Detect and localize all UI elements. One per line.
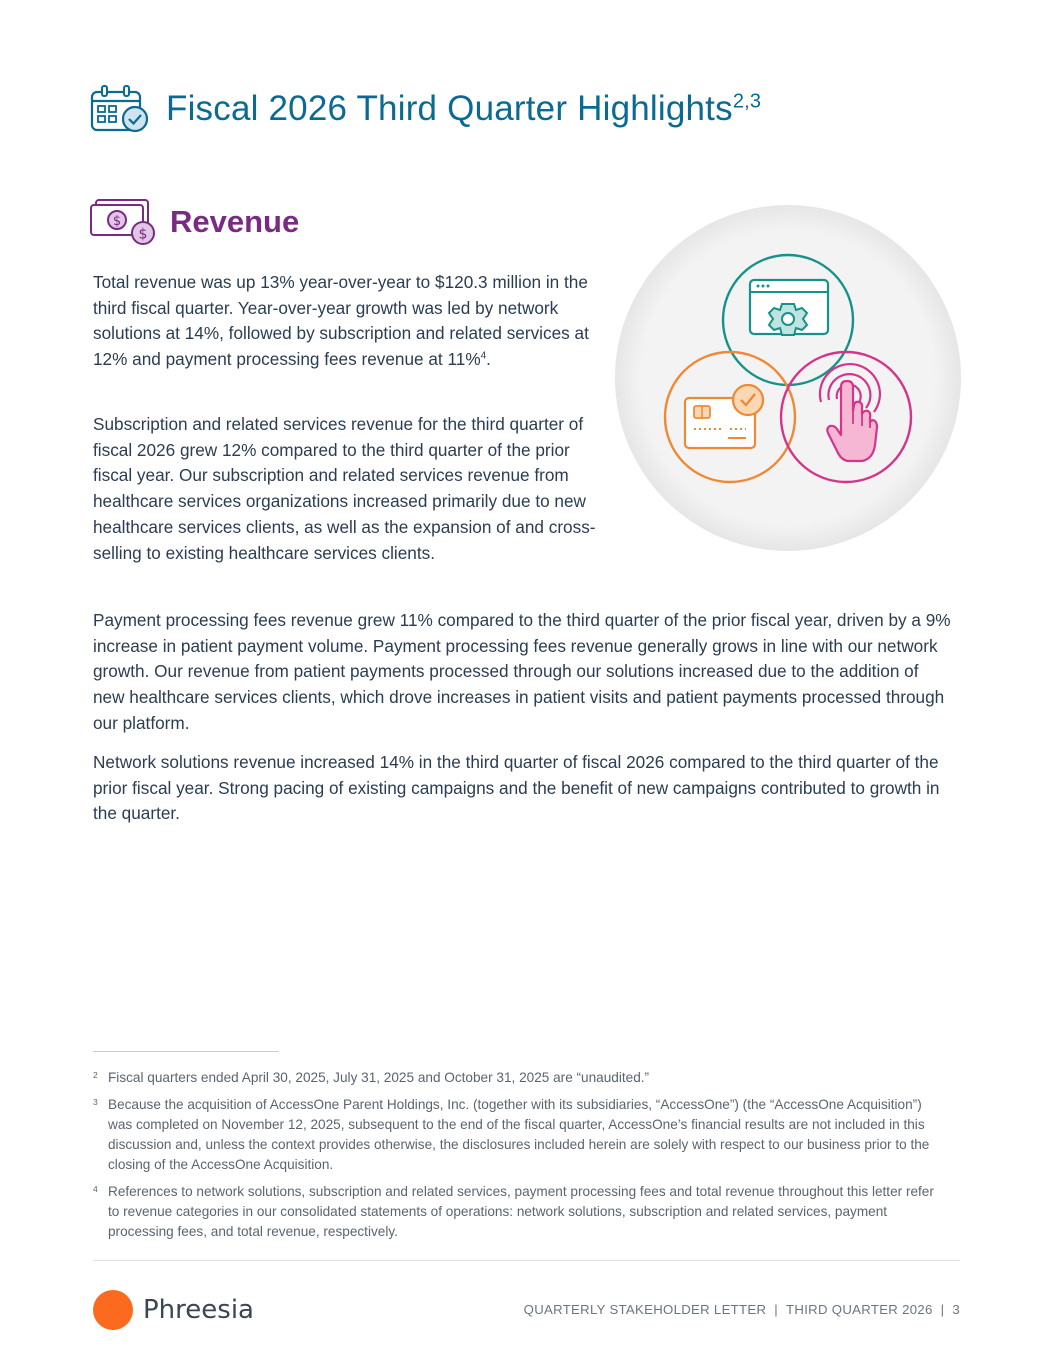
money-coins-icon — [88, 198, 162, 246]
illustration-background — [615, 205, 961, 551]
subscription-revenue-paragraph: Subscription and related services revenue for the third quarter of fiscal 2026 grew 12% compared to the third quarter of the prior fiscal year. Our subscription and related services revenue from healthcare services organizations increased primarily due to new healthcare services clients, as well as the expansion of and cross-selling to existing healthcare services clients. — [93, 414, 596, 563]
footnote-divider — [93, 1051, 279, 1052]
document-period: THIRD QUARTER 2026 — [786, 1302, 933, 1317]
revenue-illustration — [612, 202, 964, 554]
footer-separator: | — [940, 1302, 945, 1317]
footer-separator: | — [774, 1302, 779, 1317]
document-name: QUARTERLY STAKEHOLDER LETTER — [523, 1302, 767, 1317]
footnote-text: Fiscal quarters ended April 30, 2025, July 31, 2025 and October 31, 2025 are “unaudited.” — [108, 1070, 650, 1085]
footnote-number: 2 — [93, 1070, 98, 1080]
page-number: 3 — [952, 1302, 960, 1317]
brand-dot-icon — [93, 1290, 133, 1330]
section-header — [88, 198, 299, 246]
brand-logo — [93, 1290, 254, 1330]
payment-processing-paragraph: Payment processing fees revenue grew 11% compared to the third quarter of the prior fiscal year, driven by a 9% increase in patient payment volume. Payment processing fees revenue generally grows in line with our network growth. Our revenue from patient payments processed through our solutions increased due to the addition of new healthcare services clients, which drove increases in patient visits and patient payments processed through our platform. — [93, 610, 951, 733]
footnote-3 — [93, 1095, 943, 1175]
svg-text:$: $ — [112, 214, 122, 229]
footnote-text: Because the acquisition of AccessOne Parent Holdings, Inc. (together with its subsidiaries, “AccessOne”) (the “AccessOne Acquisition”) was completed on November 12, 2025, subsequent to the end of the fiscal quarter, AccessOne’s financial results are not included in this discussion and, unless the context provides otherwise, the disclosures included herein are solely with respect to our business prior to the closing of the AccessOne Acquisition. — [108, 1097, 930, 1172]
footnote-number: 3 — [93, 1097, 98, 1107]
network-solutions-paragraph: Network solutions revenue increased 14% in the third quarter of fiscal 2026 compared to the third quarter of the prior fiscal year. Strong pacing of existing campaigns and the benefit of new campaigns contributed to growth in the quarter. — [93, 752, 940, 824]
footnote-text: References to network solutions, subscription and related services, payment processing fees and total revenue throughout this letter refer to revenue categories in our consolidated statements of operations: network solutions, subscription and related services, payment processing fees, and total revenue, respectively. — [108, 1184, 934, 1239]
footer-divider — [93, 1260, 960, 1261]
footnote-4 — [93, 1182, 943, 1242]
footnote-2 — [93, 1068, 943, 1088]
page-title: Fiscal 2026 Third Quarter Highlights$^{2,3}$ — [166, 89, 762, 128]
footer-info — [524, 1302, 960, 1317]
svg-text:$: $ — [138, 226, 148, 243]
title-footnote-ref: 2,3 — [732, 90, 762, 113]
calendar-check-icon — [90, 84, 150, 134]
footnote-number: 4 — [93, 1184, 98, 1194]
section-title: Revenue — [170, 204, 300, 239]
brand-name: Phreesia — [143, 1295, 254, 1325]
page-header — [90, 84, 761, 134]
revenue-summary-paragraph: Total revenue was up 13% year-over-year to $120.3 million in the third fiscal quarter. Year-over-year growth was led by network solutions at 14%, followed by subscription and related services at 12% and payment processing fees revenue at 11%$^4$. — [93, 272, 589, 370]
